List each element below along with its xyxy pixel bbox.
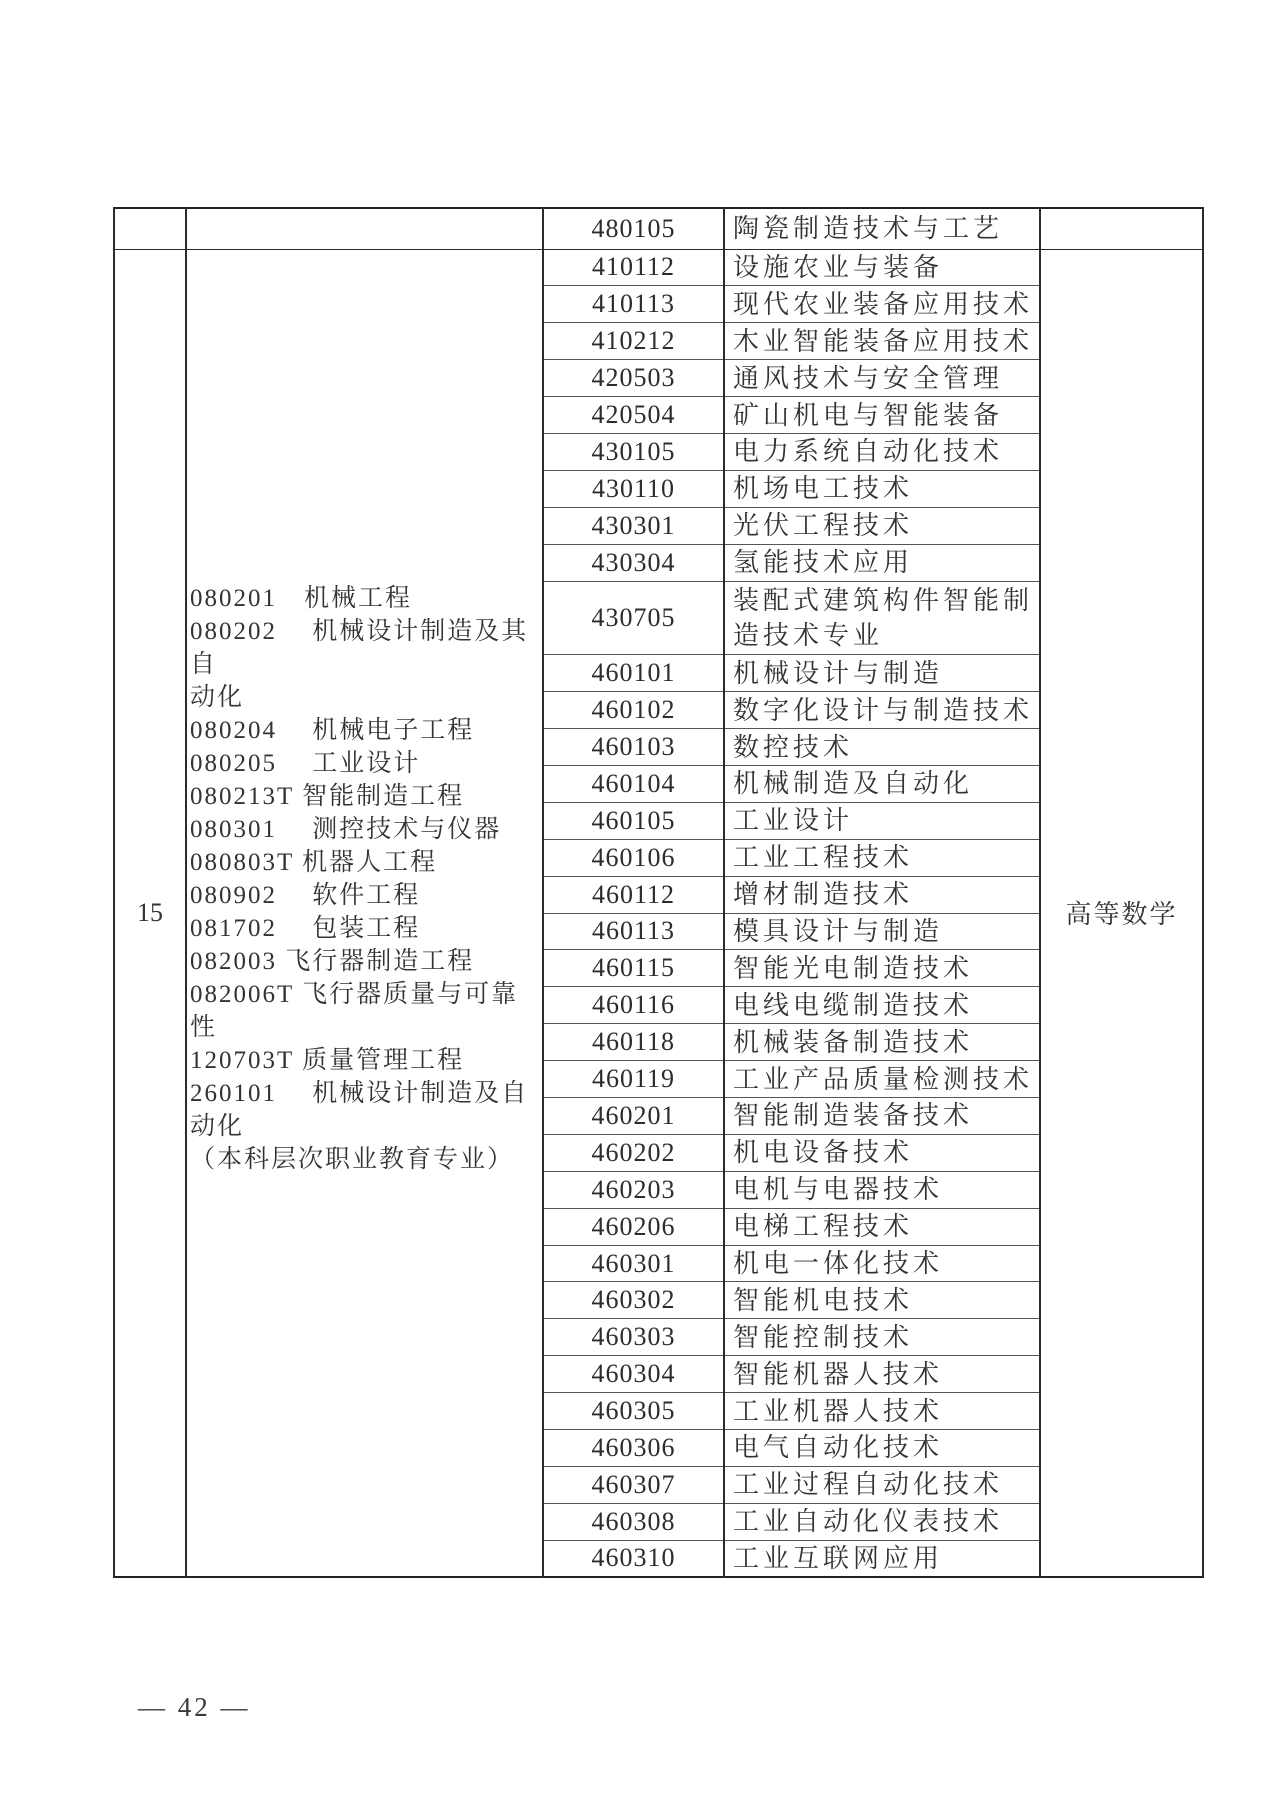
vocational-major-cell: 通风技术与安全管理 [724,360,1040,397]
vocational-code-cell: 460118 [543,1024,724,1061]
vocational-code-cell: 430301 [543,507,724,544]
vocational-code-cell: 430304 [543,544,724,581]
undergrad-major-line: 080213T 智能制造工程 [190,782,465,810]
vocational-code-cell: 460103 [543,729,724,766]
vocational-major-cell: 工业自动化仪表技术 [724,1503,1040,1540]
vocational-code-cell: 460203 [543,1171,724,1208]
undergrad-major-line: （本科层次职业教育专业） [190,1145,515,1173]
vocational-major-cell: 工业产品质量检测技术 [724,1061,1040,1098]
vocational-major-cell: 电力系统自动化技术 [724,433,1040,470]
vocational-major-cell: 机械装备制造技术 [724,1024,1040,1061]
vocational-major-cell: 工业机器人技术 [724,1393,1040,1430]
vocational-code-cell: 460119 [543,1061,724,1098]
undergrad-major-line: 080205 工业设计 [190,749,421,777]
vocational-major-cell: 智能控制技术 [724,1319,1040,1356]
vocational-code-cell: 460304 [543,1356,724,1393]
vocational-code-cell: 430110 [543,470,724,507]
vocational-major-cell: 工业互联网应用 [724,1540,1040,1577]
vocational-code-cell: 430705 [543,581,724,655]
vocational-major-cell: 机械设计与制造 [724,655,1040,692]
undergrad-major-line: 080301 测控技术与仪器 [190,815,502,843]
vocational-code-cell: 460112 [543,876,724,913]
vocational-major-cell: 智能机电技术 [724,1282,1040,1319]
vocational-major-cell: 电气自动化技术 [724,1430,1040,1467]
vocational-code-cell: 460202 [543,1134,724,1171]
vocational-code-cell: 480105 [543,208,724,249]
page-number: — 42 — [138,1692,251,1722]
vocational-major-cell: 智能机器人技术 [724,1356,1040,1393]
undergrad-major-line: 080201 机械工程 [190,584,413,612]
vocational-code-cell: 410112 [543,249,724,286]
undergrad-major-line: 260101 机械设计制造及自动化 [190,1079,529,1140]
vocational-code-cell: 460308 [543,1503,724,1540]
vocational-major-cell: 陶瓷制造技术与工艺 [724,208,1040,249]
vocational-major-cell: 现代农业装备应用技术 [724,286,1040,323]
undergrad-majors-cell [186,208,543,249]
vocational-code-cell: 460201 [543,1098,724,1135]
vocational-major-cell: 工业过程自动化技术 [724,1466,1040,1503]
vocational-code-cell: 420504 [543,397,724,434]
vocational-major-cell: 机械制造及自动化 [724,765,1040,802]
seq-cell [114,208,186,249]
vocational-code-cell: 460310 [543,1540,724,1577]
vocational-code-cell: 460113 [543,913,724,950]
seq-cell: 15 [114,249,186,1577]
vocational-major-cell: 工业设计 [724,802,1040,839]
vocational-major-cell: 矿山机电与智能装备 [724,397,1040,434]
vocational-code-cell: 460305 [543,1393,724,1430]
vocational-code-cell: 460105 [543,802,724,839]
undergrad-major-line: 080803T 机器人工程 [190,848,438,876]
exam-subject-cell [1040,208,1203,249]
vocational-code-cell: 460307 [543,1466,724,1503]
vocational-major-cell: 模具设计与制造 [724,913,1040,950]
vocational-major-cell: 电线电缆制造技术 [724,987,1040,1024]
undergrad-major-line: 120703T 质量管理工程 [190,1046,465,1074]
vocational-code-cell: 460104 [543,765,724,802]
vocational-code-cell: 410113 [543,286,724,323]
vocational-code-cell: 410212 [543,323,724,360]
undergrad-majors-cell [186,249,543,1577]
vocational-code-cell: 420503 [543,360,724,397]
vocational-code-cell: 460101 [543,655,724,692]
vocational-major-cell: 装配式建筑构件智能制造技术专业 [724,581,1040,655]
vocational-code-cell: 460303 [543,1319,724,1356]
exam-subject-cell: 高等数学 [1040,249,1203,1577]
vocational-major-cell: 设施农业与装备 [724,249,1040,286]
vocational-major-cell: 工业工程技术 [724,839,1040,876]
vocational-code-cell: 460106 [543,839,724,876]
undergrad-major-line: 081702 包装工程 [190,914,421,942]
undergrad-major-line: 080902 软件工程 [190,881,421,909]
vocational-code-cell: 430105 [543,433,724,470]
vocational-major-cell: 智能制造装备技术 [724,1098,1040,1135]
vocational-major-cell: 机场电工技术 [724,470,1040,507]
vocational-code-cell: 460102 [543,692,724,729]
undergrad-major-line: 082006T 飞行器质量与可靠性 [190,980,519,1041]
vocational-major-cell: 机电设备技术 [724,1134,1040,1171]
vocational-code-cell: 460302 [543,1282,724,1319]
undergrad-major-line: 动化 [190,683,245,711]
table-body [114,208,1203,1577]
vocational-major-cell: 数控技术 [724,729,1040,766]
vocational-major-cell: 智能光电制造技术 [724,950,1040,987]
vocational-code-cell: 460115 [543,950,724,987]
vocational-major-cell: 氢能技术应用 [724,544,1040,581]
vocational-major-cell: 增材制造技术 [724,876,1040,913]
vocational-major-cell: 电机与电器技术 [724,1171,1040,1208]
exam-subject-table [113,207,1204,1578]
vocational-code-cell: 460306 [543,1430,724,1467]
vocational-major-cell: 机电一体化技术 [724,1245,1040,1282]
vocational-major-cell: 木业智能装备应用技术 [724,323,1040,360]
undergrad-major-lines [187,582,542,1176]
vocational-code-cell: 460116 [543,987,724,1024]
vocational-code-cell: 460206 [543,1208,724,1245]
vocational-major-cell: 光伏工程技术 [724,507,1040,544]
vocational-code-cell: 460301 [543,1245,724,1282]
table-row [114,249,1203,286]
table-row-continuation [114,208,1203,249]
undergrad-major-line: 080202 机械设计制造及其自 [190,617,529,678]
vocational-major-cell: 电梯工程技术 [724,1208,1040,1245]
vocational-major-cell: 数字化设计与制造技术 [724,692,1040,729]
undergrad-major-line: 082003 飞行器制造工程 [190,947,475,975]
undergrad-major-line: 080204 机械电子工程 [190,716,475,744]
